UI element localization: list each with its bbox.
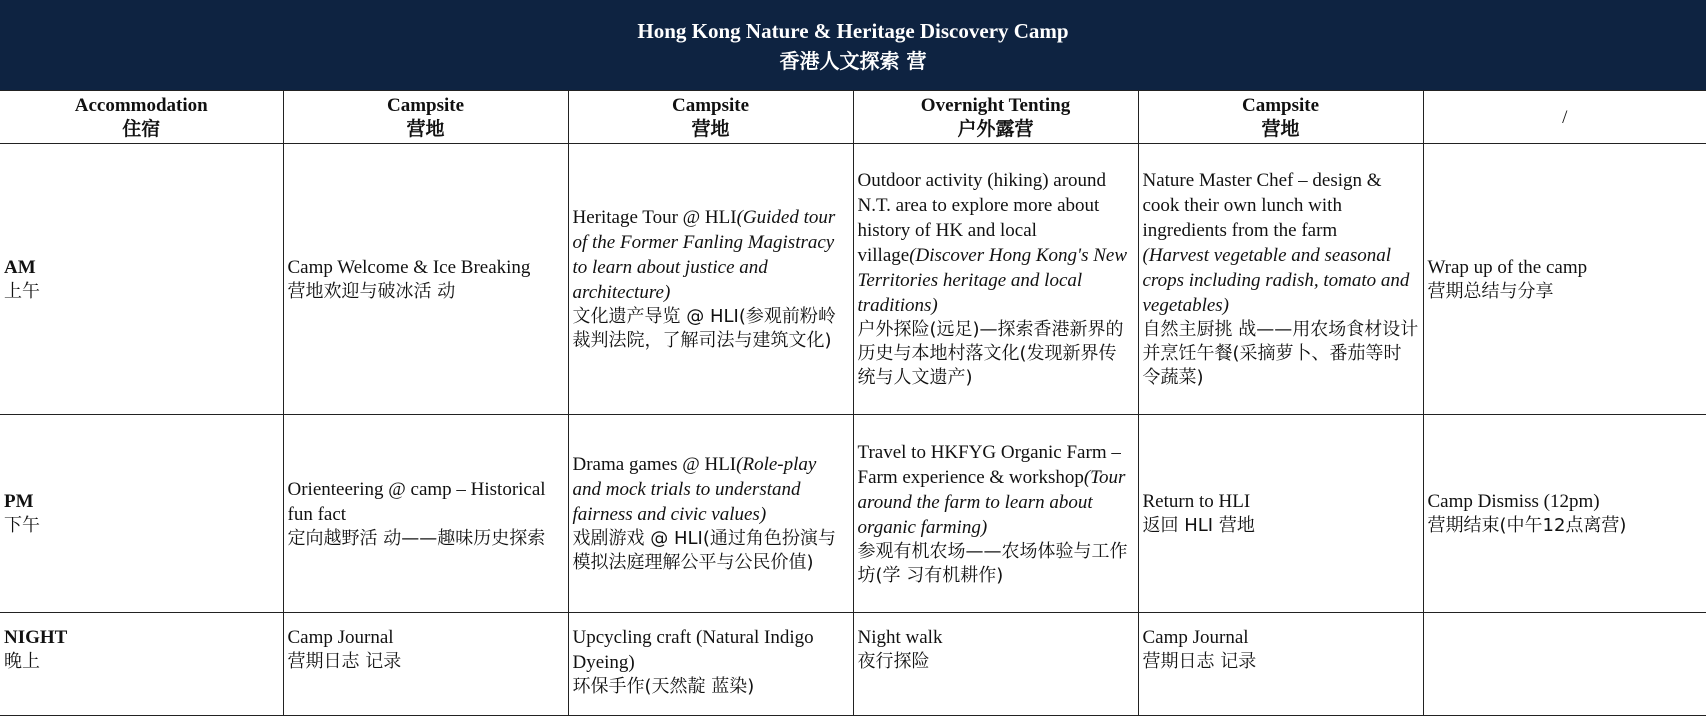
schedule-cell: Orienteering @ camp – Historical fun fact 定向越野活 动——趣味历史探索 [283, 415, 568, 613]
column-header-day4: Campsite 营地 [1138, 91, 1423, 144]
column-header-day5: / [1423, 91, 1706, 144]
schedule-cell [1423, 613, 1706, 716]
column-header-day3: Overnight Tenting 户外露营 [853, 91, 1138, 144]
night-row [0, 613, 1706, 716]
schedule-cell: Night walk 夜行探险 [853, 613, 1138, 716]
row-label-am: AM 上午 [0, 144, 283, 415]
schedule-table [0, 90, 1706, 716]
schedule-cell: Camp Dismiss (12pm) 营期结束(中午12点离营) [1423, 415, 1706, 613]
schedule-cell: Nature Master Chef – design & cook their own lunch with ingredients from the farm (Harvest vegetable and seasonal crops including radish, tomato and vegetables) 自然主厨挑 战——用农场食材设计并烹饪午餐(采摘萝卜、番茄等时令蔬菜) [1138, 144, 1423, 415]
column-header-day1: Campsite 营地 [283, 91, 568, 144]
schedule-cell: Outdoor activity (hiking) around N.T. area to explore more about history of HK and local village(Discover Hong Kong's New Territories heritage and local traditions) 户外探险(远足)—探索香港新界的历史与本地村落文化(发现新界传统与人文遗产) [853, 144, 1138, 415]
title-banner [0, 0, 1706, 90]
schedule-cell: Upcycling craft (Natural Indigo Dyeing) 环保手作(天然靛 蓝染) [568, 613, 853, 716]
column-header-accommodation: Accommodation 住宿 [0, 91, 283, 144]
schedule-cell: Drama games @ HLI(Role-play and mock trials to understand fairness and civic values) 戏剧游戏 @ HLI(通过角色扮演与模拟法庭理解公平与公民价值) [568, 415, 853, 613]
column-header-day2: Campsite 营地 [568, 91, 853, 144]
am-row [0, 144, 1706, 415]
schedule-cell: Camp Journal 营期日志 记录 [283, 613, 568, 716]
header-row [0, 91, 1706, 144]
schedule-cell: Camp Welcome & Ice Breaking 营地欢迎与破冰活 动 [283, 144, 568, 415]
camp-title-zh: 香港人文探索 营 [779, 49, 927, 73]
pm-row [0, 415, 1706, 613]
schedule-cell: Return to HLI 返回 HLI 营地 [1138, 415, 1423, 613]
camp-title-en: Hong Kong Nature & Heritage Discovery Camp [637, 19, 1069, 43]
schedule-cell: Wrap up of the camp 营期总结与分享 [1423, 144, 1706, 415]
schedule-cell: Heritage Tour @ HLI(Guided tour of the Former Fanling Magistracy to learn about justice and architecture) 文化遗产导览 @ HLI(参观前粉岭裁判法院，了解司法与建筑文化) [568, 144, 853, 415]
row-label-night: NIGHT 晚上 [0, 613, 283, 716]
schedule-cell: Camp Journal 营期日志 记录 [1138, 613, 1423, 716]
row-label-pm: PM 下午 [0, 415, 283, 613]
schedule-cell: Travel to HKFYG Organic Farm – Farm experience & workshop(Tour around the farm to learn about organic farming) 参观有机农场——农场体验与工作坊(学 习有机耕作) [853, 415, 1138, 613]
